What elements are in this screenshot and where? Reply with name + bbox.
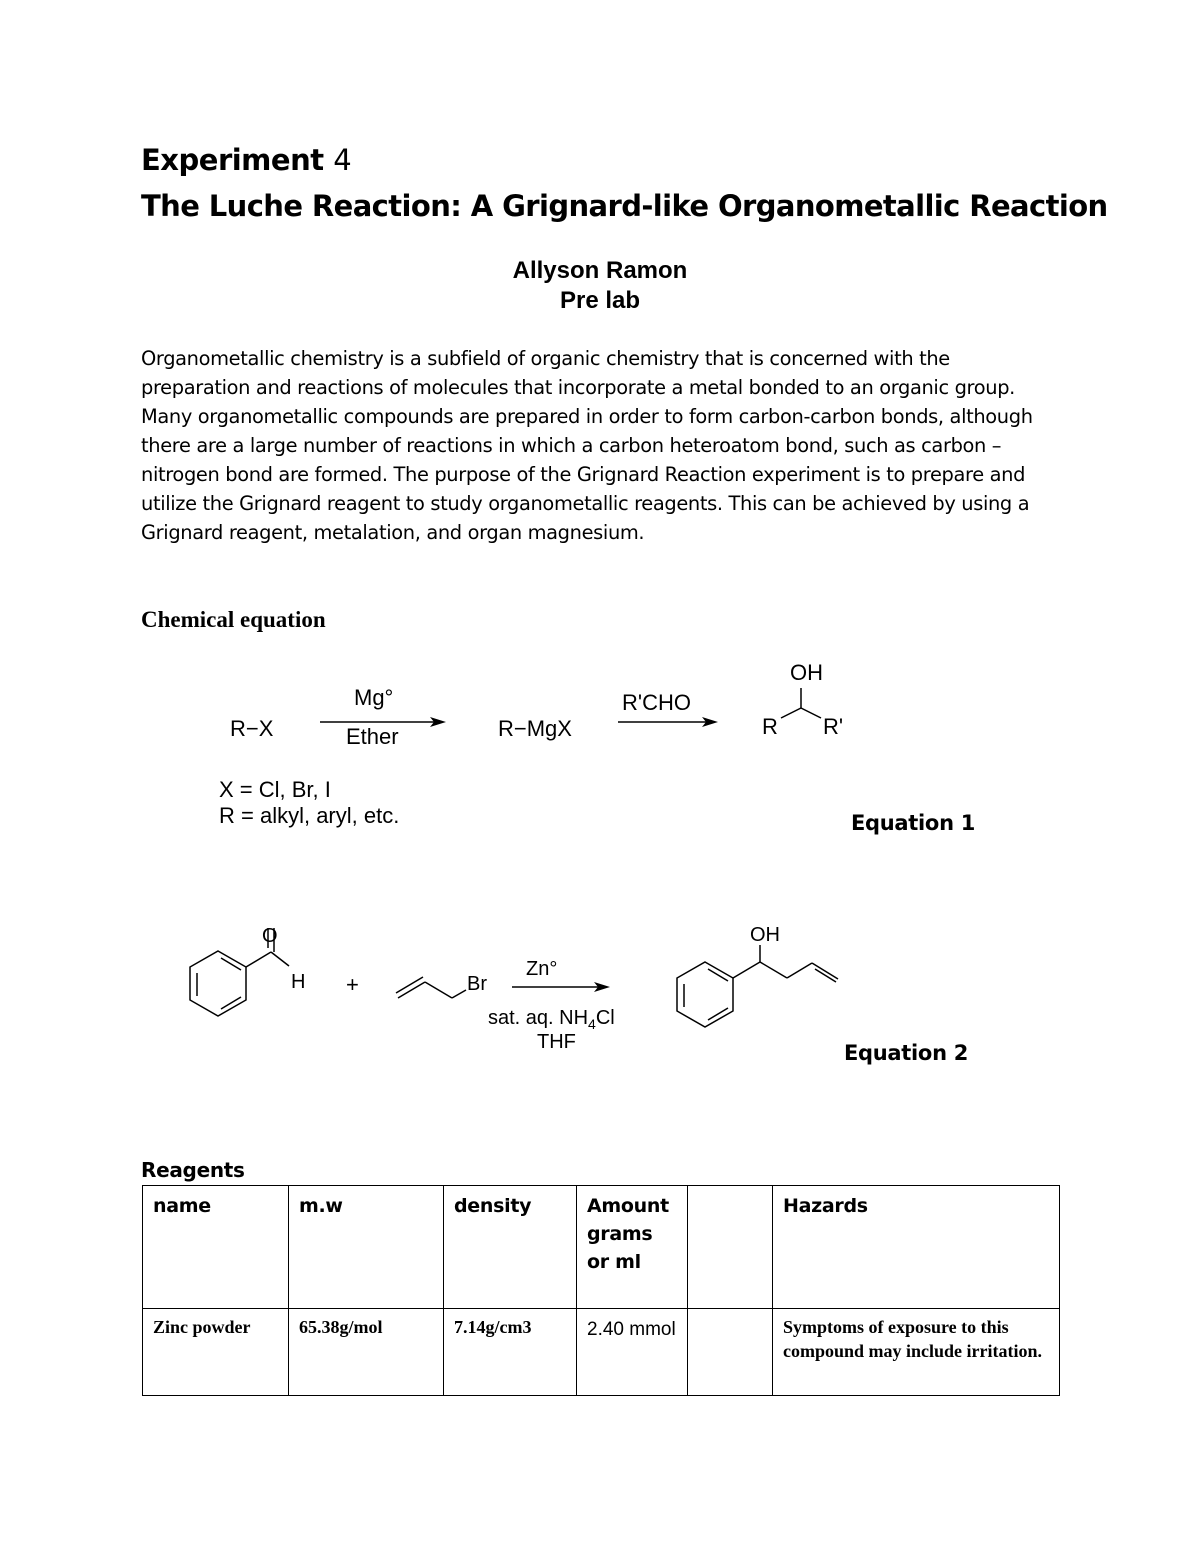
section-heading: Chemical equation <box>141 607 326 632</box>
ch2-to-vinyl <box>787 963 812 978</box>
ring1-to-carbonyl <box>246 952 271 967</box>
eq2-plus: + <box>346 972 359 997</box>
cell-blank <box>688 1309 773 1396</box>
eq1-note-r: R = alkyl, aryl, etc. <box>219 803 400 828</box>
table-row <box>143 1309 1060 1396</box>
aldehyde-h: H <box>291 971 306 993</box>
eq1-reagent-top: Mg° <box>354 685 394 710</box>
aldehyde-h-bond <box>271 952 289 966</box>
cell-mw: 65.38g/mol <box>289 1309 444 1396</box>
equation2-label: Equation 2 <box>844 1041 969 1065</box>
bromide-br: Br <box>467 973 487 995</box>
cell-hazards: Symptoms of exposure to this compound may include irritation. <box>773 1309 1060 1396</box>
experiment-word: Experiment <box>141 143 324 177</box>
intro-line: there are a large number of reactions in which a carbon heteroatom bond, such as carbon – <box>141 434 1002 457</box>
intro-line: Organometallic chemistry is a subfield of organic chemistry that is concerned with the <box>141 347 950 370</box>
col-header-blank <box>688 1186 773 1309</box>
experiment-number: 4 <box>333 143 352 177</box>
intro-line: Grignard reagent, metalation, and organ magnesium. <box>141 521 645 544</box>
eq1-reagent2: R'CHO <box>622 690 691 715</box>
intro-line: nitrogen bond are formed. The purpose of the Grignard Reaction experiment is to prepare and <box>141 463 1026 486</box>
eq2-reagent-mid-suffix: Cl <box>595 1007 615 1029</box>
eq1-intermediate: R−MgX <box>498 716 572 741</box>
eq2-product-oh: OH <box>750 924 780 946</box>
eq1-product-bond-left <box>781 708 801 718</box>
allyl-bromide-structure <box>396 977 466 998</box>
eq1-product-r: R <box>762 714 778 739</box>
eq1-note-x: X = Cl, Br, I <box>219 777 331 802</box>
col-header-density: density <box>444 1186 577 1309</box>
cell-density: 7.14g/cm3 <box>444 1309 577 1396</box>
ring2-double-bond-b <box>708 1008 728 1020</box>
benzene-ring-2 <box>677 962 733 1027</box>
table-header-row <box>143 1186 1060 1309</box>
experiment-subtitle: The Luche Reaction: A Grignard-like Organometallic Reaction <box>141 189 1108 223</box>
carbinol-to-ch2 <box>760 962 787 978</box>
reagents-label: Reagents <box>141 1158 245 1182</box>
col-header-mw: m.w <box>289 1186 444 1309</box>
eq1-product-oh: OH <box>790 660 823 685</box>
ring2-double-bond-c <box>708 969 728 981</box>
eq1-reactant: R−X <box>230 716 274 741</box>
vinyl-double-a <box>812 963 838 979</box>
col-header-amount: Amount grams or ml <box>577 1186 688 1309</box>
reagents-table <box>142 1185 1060 1396</box>
cell-name: Zinc powder <box>143 1309 289 1396</box>
ring1-double-bond-c <box>221 958 241 970</box>
product-structure <box>677 945 838 1027</box>
intro-line: Many organometallic compounds are prepared in order to form carbon-carbon bonds, although <box>141 405 1033 428</box>
eq2-reagent-mid <box>488 1007 615 1032</box>
col-header-name: name <box>143 1186 289 1309</box>
author-name: Allyson Ramon <box>512 257 688 284</box>
eq2-reagent-mid-sub: 4 <box>588 1016 596 1032</box>
allyl-single <box>425 982 452 998</box>
eq1-product-r2: R' <box>823 714 844 739</box>
eq1-reagent-bottom: Ether <box>346 724 399 749</box>
ring1-double-bond-b <box>221 997 241 1009</box>
intro-line: preparation and reactions of molecules that incorporate a metal bonded to an organic group. <box>141 376 1015 399</box>
aldehyde-o: O <box>262 925 278 947</box>
eq1-product-bond-right <box>801 708 821 718</box>
eq2-reagent-top: Zn° <box>526 958 558 980</box>
benzene-ring-1 <box>190 951 246 1016</box>
intro-line: utilize the Grignard reagent to study organometallic reagents. This can be achieved by using a <box>141 492 1030 515</box>
eq2-reagent-mid-prefix: sat. aq. NH <box>488 1007 589 1029</box>
eq2-reagent-bottom: THF <box>537 1031 576 1053</box>
cell-amount: 2.40 mmol <box>577 1309 688 1396</box>
col-header-hazards: Hazards <box>773 1186 1060 1309</box>
ring2-to-carbinol <box>733 962 760 978</box>
equation1-label: Equation 1 <box>851 811 976 835</box>
allyl-to-br <box>452 990 466 998</box>
doc-type: Pre lab <box>559 287 641 314</box>
